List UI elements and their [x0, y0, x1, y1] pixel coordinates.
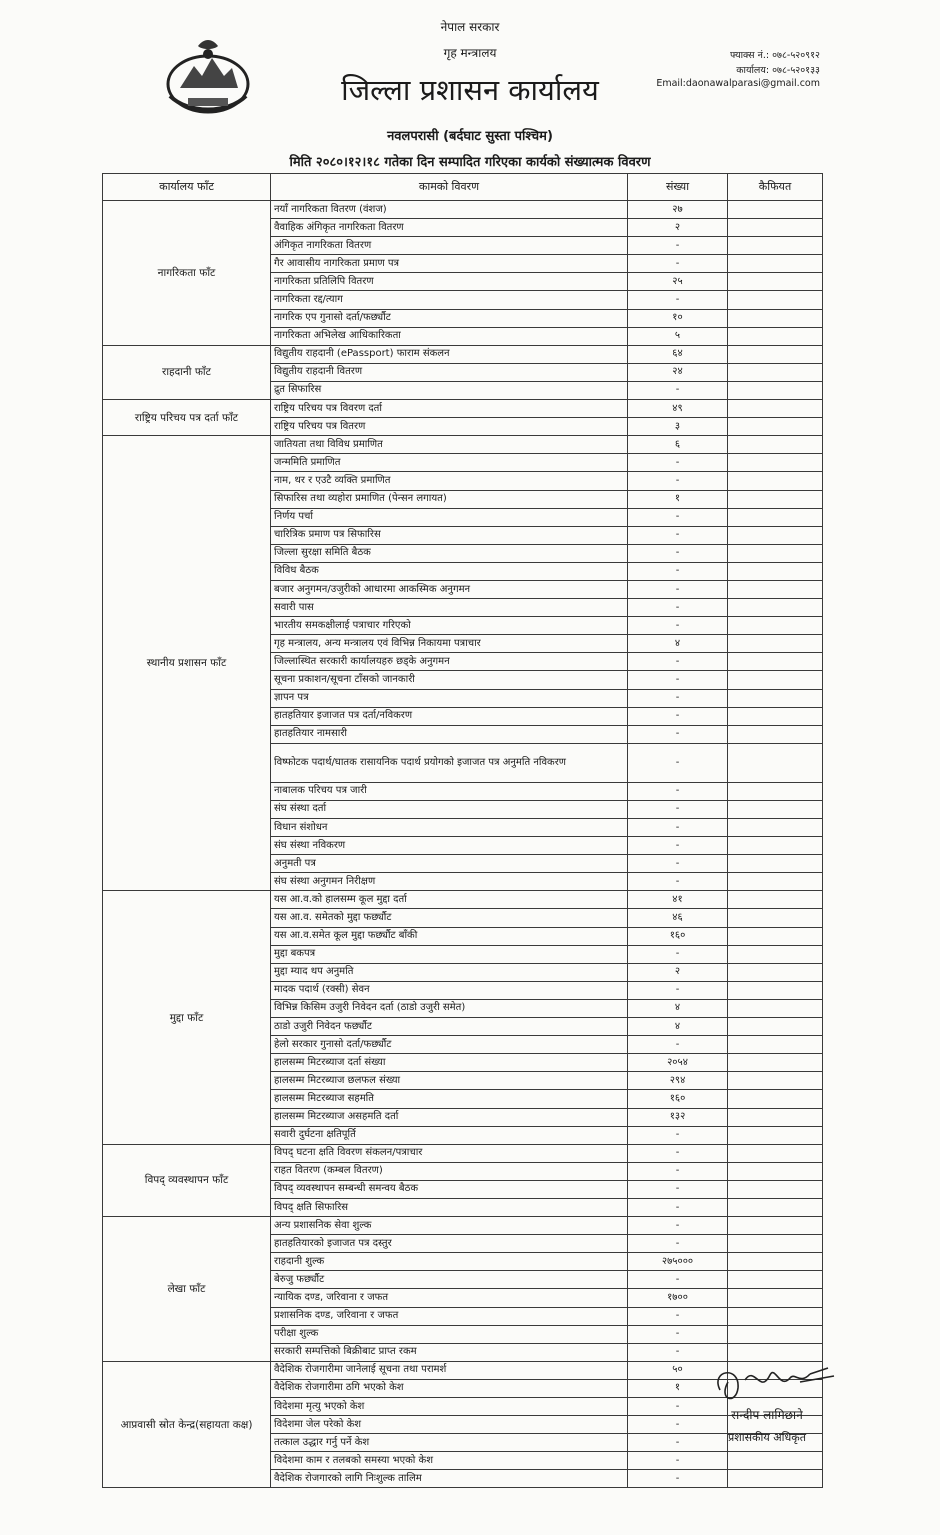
row-count: ४६	[628, 909, 728, 927]
row-count: -	[628, 255, 728, 273]
row-count: -	[628, 1271, 728, 1289]
row-count: -	[628, 873, 728, 891]
row-remarks	[728, 237, 823, 255]
row-description: सवारी पास	[271, 599, 628, 617]
email-address: Email:daonawalparasi@gmail.com	[656, 78, 820, 89]
row-remarks	[728, 1343, 823, 1361]
row-description: वैदेशिक रोजगारीमा ठगि भएको केश	[271, 1379, 628, 1397]
row-count: १७००	[628, 1289, 728, 1307]
row-count: -	[628, 291, 728, 309]
row-remarks	[728, 1090, 823, 1108]
row-description: बेरुजु फर्छ्यौट	[271, 1271, 628, 1289]
row-description: नयाँ नागरिकता वितरण (वंशज)	[271, 201, 628, 219]
row-description: राष्ट्रिय परिचय पत्र वितरण	[271, 418, 628, 436]
row-description: नागरिक एप गुनासो दर्ता/फर्छ्यौट	[271, 309, 628, 327]
row-remarks	[728, 381, 823, 399]
row-count: -	[628, 1398, 728, 1416]
row-description: बजार अनुगमन/उजुरीको आधारमा आकस्मिक अनुगमन	[271, 580, 628, 598]
table-row	[103, 1217, 823, 1235]
row-remarks	[728, 562, 823, 580]
row-count: -	[628, 544, 728, 562]
row-count: -	[628, 1126, 728, 1144]
row-description: गृह मन्त्रालय, अन्य मन्त्रालय एवं विभिन्न निकायमा पत्राचार	[271, 635, 628, 653]
row-remarks	[728, 454, 823, 472]
section-name: विपद् व्यवस्थापन फाँट	[103, 1144, 271, 1216]
row-remarks	[728, 707, 823, 725]
row-count: -	[628, 1343, 728, 1361]
row-description: ठाडो उजुरी निवेदन फर्छ्यौट	[271, 1018, 628, 1036]
row-remarks	[728, 1253, 823, 1271]
row-description: विदेशमा जेल परेको केश	[271, 1416, 628, 1434]
row-description: विष्फोटक पदार्थ/घातक रासायनिक पदार्थ प्रयोगको इजाजत पत्र अनुमति नविकरण	[271, 743, 628, 782]
row-description: राहदानी शुल्क	[271, 1253, 628, 1271]
row-count: -	[628, 671, 728, 689]
row-remarks	[728, 837, 823, 855]
header-count: संख्या	[628, 174, 728, 201]
row-remarks	[728, 526, 823, 544]
table-row	[103, 400, 823, 418]
row-count: २४	[628, 363, 728, 381]
row-description: भारतीय समकक्षीलाई पत्राचार गरिएको	[271, 617, 628, 635]
signatory-name: सन्दीप लामिछाने	[731, 1408, 803, 1422]
row-remarks	[728, 653, 823, 671]
row-description: विपद् घटना क्षति विवरण संकलन/पत्राचार	[271, 1144, 628, 1162]
row-description: संघ संस्था अनुगमन निरीक्षण	[271, 873, 628, 891]
row-remarks	[728, 1180, 823, 1198]
section-name: नागरिकता फाँट	[103, 201, 271, 346]
row-remarks	[728, 508, 823, 526]
section-name: आप्रवासी स्रोत केन्द्र(सहायता कक्ष)	[103, 1361, 271, 1488]
report-table	[102, 173, 823, 1488]
row-remarks	[728, 1307, 823, 1325]
row-description: सिफारिस तथा व्यहोरा प्रमाणित (पेन्सन लगायत)	[271, 490, 628, 508]
row-count: -	[628, 381, 728, 399]
row-count: ६	[628, 436, 728, 454]
row-remarks	[728, 873, 823, 891]
row-count: २९४	[628, 1072, 728, 1090]
row-remarks	[728, 909, 823, 927]
row-description: हालसम्म मिटरब्याज सहमति	[271, 1090, 628, 1108]
row-remarks	[728, 1054, 823, 1072]
row-remarks	[728, 891, 823, 909]
row-count: ४१	[628, 891, 728, 909]
row-count: -	[628, 1235, 728, 1253]
row-remarks	[728, 599, 823, 617]
row-description: सवारी दुर्घटना क्षतिपूर्ति	[271, 1126, 628, 1144]
row-description: जिल्लास्थित सरकारी कार्यालयहरु छड्के अनुगमन	[271, 653, 628, 671]
row-description: विविध बैठक	[271, 562, 628, 580]
row-remarks	[728, 855, 823, 873]
row-count: -	[628, 782, 728, 800]
row-remarks	[728, 1289, 823, 1307]
header-section: कार्यालय फाँट	[103, 174, 271, 201]
row-description: राष्ट्रिय परिचय पत्र विवरण दर्ता	[271, 400, 628, 418]
row-count: ५०	[628, 1361, 728, 1379]
district-name: नवलपरासी (बर्दघाट सुस्ता पश्चिम)	[387, 129, 553, 144]
row-remarks	[728, 309, 823, 327]
row-description: विदेशमा काम र तलबको समस्या भएको केश	[271, 1452, 628, 1470]
row-description: नाम, थर र एउटै व्यक्ति प्रमाणित	[271, 472, 628, 490]
row-description: हालसम्म मिटरब्याज असहमति दर्ता	[271, 1108, 628, 1126]
row-count: -	[628, 1162, 728, 1180]
row-description: नाबालक परिचय पत्र जारी	[271, 782, 628, 800]
row-count: -	[628, 743, 728, 782]
row-description: हातहतियार इजाजत पत्र दर्ता/नविकरण	[271, 707, 628, 725]
row-remarks	[728, 1162, 823, 1180]
letterhead	[0, 0, 940, 180]
row-description: संघ संस्था नविकरण	[271, 837, 628, 855]
row-remarks	[728, 1126, 823, 1144]
row-count: -	[628, 472, 728, 490]
row-count: १६०	[628, 927, 728, 945]
row-remarks	[728, 490, 823, 508]
row-count: ३	[628, 418, 728, 436]
table-row	[103, 201, 823, 219]
row-description: जन्ममिति प्रमाणित	[271, 454, 628, 472]
row-count: -	[628, 653, 728, 671]
row-description: विपद् क्षति सिफारिस	[271, 1198, 628, 1216]
row-remarks	[728, 945, 823, 963]
row-description: अन्य प्रशासनिक सेवा शुल्क	[271, 1217, 628, 1235]
row-count: २७	[628, 201, 728, 219]
row-description: ज्ञापन पत्र	[271, 689, 628, 707]
ministry-name: गृह मन्त्रालय	[443, 46, 497, 60]
row-remarks	[728, 472, 823, 490]
row-count: -	[628, 599, 728, 617]
row-description: निर्णय पर्चा	[271, 508, 628, 526]
row-description: मुद्दा बकपत्र	[271, 945, 628, 963]
section-name: मुद्दा फाँट	[103, 891, 271, 1144]
header-description: कामको विवरण	[271, 174, 628, 201]
row-count: -	[628, 1307, 728, 1325]
row-remarks	[728, 255, 823, 273]
row-count: -	[628, 237, 728, 255]
row-description: परीक्षा शुल्क	[271, 1325, 628, 1343]
row-count: ४	[628, 999, 728, 1017]
row-description: यस आ.व. समेतको मुद्दा फर्छ्यौट	[271, 909, 628, 927]
row-description: हालसम्म मिटरब्याज छलफल संख्या	[271, 1072, 628, 1090]
row-remarks	[728, 782, 823, 800]
row-remarks	[728, 219, 823, 237]
row-remarks	[728, 819, 823, 837]
section-name: राहदानी फाँट	[103, 345, 271, 399]
row-remarks	[728, 1144, 823, 1162]
row-remarks	[728, 327, 823, 345]
row-remarks	[728, 1470, 823, 1488]
row-description: नागरिकता प्रतिलिपि वितरण	[271, 273, 628, 291]
row-count: -	[628, 617, 728, 635]
row-remarks	[728, 1217, 823, 1235]
row-count: -	[628, 1217, 728, 1235]
table-row	[103, 1144, 823, 1162]
row-count: -	[628, 945, 728, 963]
row-remarks	[728, 1271, 823, 1289]
row-description: प्रशासनिक दण्ड, जरिवाना र जफत	[271, 1307, 628, 1325]
row-description: विद्युतीय राहदानी वितरण	[271, 363, 628, 381]
section-name: स्थानीय प्रशासन फाँट	[103, 436, 271, 891]
row-description: हातहतियारको इजाजत पत्र दस्तुर	[271, 1235, 628, 1253]
row-count: ५	[628, 327, 728, 345]
row-remarks	[728, 345, 823, 363]
row-count: -	[628, 855, 728, 873]
row-count: २७५०००	[628, 1253, 728, 1271]
row-description: वैदेशिक रोजगारीमा जानेलाई सूचना तथा परामर्श	[271, 1361, 628, 1379]
row-remarks	[728, 273, 823, 291]
row-description: विपद् व्यवस्थापन सम्बन्धी समन्वय बैठक	[271, 1180, 628, 1198]
table-row	[103, 345, 823, 363]
row-description: नागरिकता अभिलेख आधिकारिकता	[271, 327, 628, 345]
office-phone: कार्यालय: ०७८-५२०१३३	[736, 65, 820, 76]
row-description: मुद्दा म्याद थप अनुमति	[271, 963, 628, 981]
row-description: गैर आवासीय नागरिकता प्रमाण पत्र	[271, 255, 628, 273]
row-description: अनुमती पत्र	[271, 855, 628, 873]
row-description: तत्काल उद्धार गर्नु पर्ने केश	[271, 1434, 628, 1452]
row-count: -	[628, 1144, 728, 1162]
row-description: राहत वितरण (कम्बल वितरण)	[271, 1162, 628, 1180]
row-remarks	[728, 363, 823, 381]
row-remarks	[728, 1108, 823, 1126]
row-count: -	[628, 1434, 728, 1452]
row-description: मादक पदार्थ (रक्सी) सेवन	[271, 981, 628, 999]
row-count: -	[628, 819, 728, 837]
row-count: -	[628, 725, 728, 743]
row-count: -	[628, 526, 728, 544]
row-description: सरकारी सम्पत्तिको बिक्रीबाट प्राप्त रकम	[271, 1343, 628, 1361]
row-count: -	[628, 707, 728, 725]
row-description: हातहतियार नामसारी	[271, 725, 628, 743]
row-description: द्रुत सिफारिस	[271, 381, 628, 399]
row-remarks	[728, 1018, 823, 1036]
row-count: -	[628, 1198, 728, 1216]
table-body	[103, 201, 823, 1488]
row-remarks	[728, 580, 823, 598]
row-description: वैवाहिक अंगिकृत नागरिकता वितरण	[271, 219, 628, 237]
row-remarks	[728, 418, 823, 436]
row-description: हेलो सरकार गुनासो दर्ता/फर्छ्यौट	[271, 1036, 628, 1054]
row-count: २५	[628, 273, 728, 291]
row-count: -	[628, 1452, 728, 1470]
row-remarks	[728, 689, 823, 707]
row-count: ४	[628, 635, 728, 653]
row-remarks	[728, 927, 823, 945]
row-count: -	[628, 981, 728, 999]
row-description: वैदेशिक रोजगारको लागि निःशुल्क तालिम	[271, 1470, 628, 1488]
row-remarks	[728, 1036, 823, 1054]
row-remarks	[728, 400, 823, 418]
row-remarks	[728, 999, 823, 1017]
row-description: चारित्रिक प्रमाण पत्र सिफारिस	[271, 526, 628, 544]
report-subtitle: मिति २०८०।१२।१८ गतेका दिन सम्पादित गरिएका कार्यको संख्यात्मक विवरण	[289, 155, 651, 170]
row-description: न्यायिक दण्ड, जरिवाना र जफत	[271, 1289, 628, 1307]
signatory-designation: प्रशासकीय अधिकृत	[728, 1431, 806, 1444]
row-remarks	[728, 800, 823, 818]
row-remarks	[728, 291, 823, 309]
row-count: -	[628, 800, 728, 818]
row-remarks	[728, 1072, 823, 1090]
row-count: १६०	[628, 1090, 728, 1108]
row-remarks	[728, 1235, 823, 1253]
row-count: -	[628, 1416, 728, 1434]
row-remarks	[728, 1198, 823, 1216]
row-description: यस आ.व.को हालसम्म कूल मुद्दा दर्ता	[271, 891, 628, 909]
section-name: राष्ट्रिय परिचय पत्र दर्ता फाँट	[103, 400, 271, 436]
row-description: हालसम्म मिटरब्याज दर्ता संख्या	[271, 1054, 628, 1072]
row-count: २०५४	[628, 1054, 728, 1072]
row-remarks	[728, 617, 823, 635]
row-count: १०	[628, 309, 728, 327]
row-remarks	[728, 436, 823, 454]
row-remarks	[728, 981, 823, 999]
row-description: विदेशमा मृत्यु भएको केश	[271, 1398, 628, 1416]
row-remarks	[728, 671, 823, 689]
fax-number: फ्याक्स नं.: ०७८-५२०९१२	[729, 50, 820, 61]
row-remarks	[728, 963, 823, 981]
row-count: -	[628, 454, 728, 472]
row-description: विभिन्न किसिम उजुरी निवेदन दर्ता (ठाडो उजुरी समेत)	[271, 999, 628, 1017]
row-count: -	[628, 1180, 728, 1198]
row-description: अंगिकृत नागरिकता वितरण	[271, 237, 628, 255]
row-remarks	[728, 743, 823, 782]
row-count: -	[628, 1470, 728, 1488]
row-remarks	[728, 544, 823, 562]
row-description: नागरिकता रद्द/त्याग	[271, 291, 628, 309]
row-description: यस आ.व.समेत कूल मुद्दा फर्छ्यौट बाँकी	[271, 927, 628, 945]
row-description: जिल्ला सुरक्षा समिति बैठक	[271, 544, 628, 562]
row-description: विधान संशोधन	[271, 819, 628, 837]
row-description: सूचना प्रकाशन/सूचना टाँसको जानकारी	[271, 671, 628, 689]
row-count: -	[628, 562, 728, 580]
row-remarks	[728, 201, 823, 219]
row-count: १	[628, 1379, 728, 1397]
row-count: ४९	[628, 400, 728, 418]
table-row	[103, 891, 823, 909]
header-remarks: कैफियत	[728, 174, 823, 201]
government-name: नेपाल सरकार	[440, 20, 500, 34]
row-count: १	[628, 490, 728, 508]
row-remarks	[728, 725, 823, 743]
table-header-row	[103, 174, 823, 201]
row-count: -	[628, 1325, 728, 1343]
row-count: -	[628, 580, 728, 598]
row-count: २	[628, 219, 728, 237]
table-row	[103, 436, 823, 454]
row-description: जातियता तथा विविध प्रमाणित	[271, 436, 628, 454]
row-count: -	[628, 689, 728, 707]
section-name: लेखा फाँट	[103, 1217, 271, 1362]
row-count: ६४	[628, 345, 728, 363]
row-description: विद्युतीय राहदानी (ePassport) फाराम संकलन	[271, 345, 628, 363]
row-count: -	[628, 837, 728, 855]
row-count: -	[628, 1036, 728, 1054]
row-count: २	[628, 963, 728, 981]
row-count: १३२	[628, 1108, 728, 1126]
row-description: संघ संस्था दर्ता	[271, 800, 628, 818]
row-remarks	[728, 635, 823, 653]
row-count: -	[628, 508, 728, 526]
row-remarks	[728, 1325, 823, 1343]
row-count: ४	[628, 1018, 728, 1036]
office-title: जिल्ला प्रशासन कार्यालय	[341, 73, 599, 107]
